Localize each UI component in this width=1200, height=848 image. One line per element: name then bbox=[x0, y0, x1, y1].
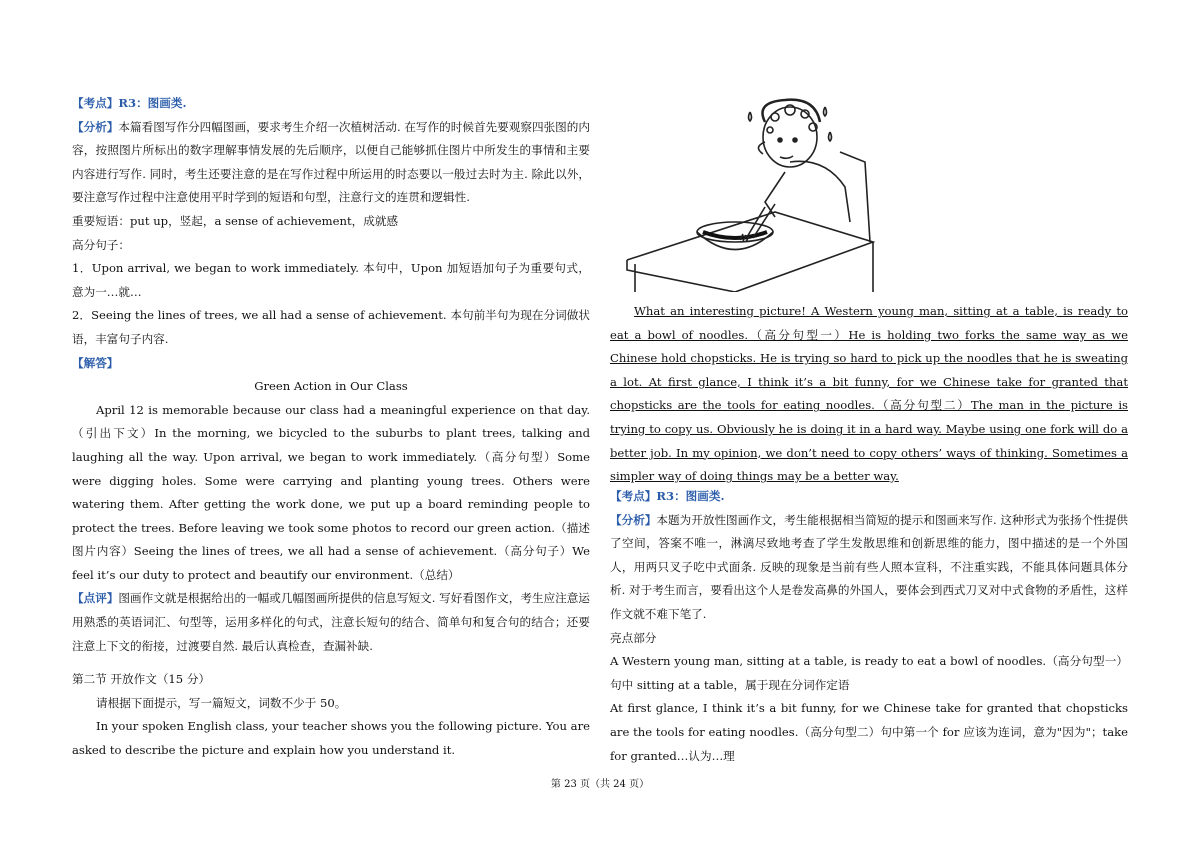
section-heading: 第二节 开放作文（15 分） bbox=[72, 672, 211, 687]
highlight-label: 亮点部分 bbox=[610, 630, 657, 645]
instruction: 请根据下面提示，写一篇短文，词数不少于 50。 bbox=[96, 695, 347, 710]
fenxi-text: 本篇看图写作分四幅图画，要求考生介绍一次植树活动. 在写作的时候首先要观察四张图的内容，按照图片所标出的数字理解事情发展的先后顺序，以便自己能够抓住图片中所发生的事情和主要内容进行写作. 同时，考生还要注意的是在写作过程中所运用的时态要以一般过去时为主. 除此以外，要注意写作过程中注意使用平时学到的短语和句型，注意行文的连贯和逻辑性. bbox=[72, 119, 590, 205]
kaodian-text: 【考点】R3：图画类. bbox=[72, 96, 187, 110]
page-footer: 第 23 页（共 24 页） bbox=[550, 779, 650, 790]
right-essay: What an interesting picture! A Western young man, sitting at a table, is ready to eat a bowl of noodles.（高分句型一）He is holding two forks the same way as we Chinese hold chopsticks. He is trying so hard to pick up the noodles that he is sweating a lot. At first glance, I think it’s a bit funny, for we Chinese take for granted that chopsticks are the tools for eating noodles.（高分句型二）The man in the picture is trying to copy us. Obviously he is doing it in a hard way. Maybe using one fork will do a better job. In my opinion, we don’t need to copy others’ ways of thinking. Sometimes a simpler way of doing things may be a better way. bbox=[610, 304, 1128, 484]
high-sentences-label: 高分句子： bbox=[72, 237, 130, 252]
right-kaodian-line bbox=[610, 485, 1128, 509]
dianping-tag: 【点评】 bbox=[72, 591, 119, 606]
right-fenxi-text: 本题为开放性图画作文，考生能根据相当简短的提示和图画来写作. 这种形式为张扬个性提供了空间，答案不唯一，淋漓尽致地考查了学生发散思维和创新思维的能力，图中描述的是一个外国人，用两只叉子吃中式面条. 反映的现象是当前有些人照本宣科，不注重实践，不能具体问题具体分析. 对于考生而言，要看出这个人是卷发高鼻的外国人，要体会到西式刀叉对中式食物的矛盾性，这样作文就不难下笔了. bbox=[610, 512, 1128, 621]
essay-title: Green Action in Our Class bbox=[254, 379, 408, 394]
phrases-line: 重要短语：put up，竖起，a sense of achievement，成就感 bbox=[72, 213, 399, 228]
right-analysis-block bbox=[610, 485, 1128, 768]
sentence-1: 1．Upon arrival, we began to work immediately. 本句中，Upon 加短语加句子为重要句式，意为一…就… bbox=[72, 261, 590, 299]
dianping-paragraph bbox=[72, 587, 590, 658]
man-eating-noodles-illustration bbox=[625, 92, 875, 292]
fenxi-paragraph bbox=[72, 116, 590, 210]
right-fenxi-paragraph bbox=[610, 509, 1128, 627]
highlight-1: A Western young man, sitting at a table, is ready to eat a bowl of noodles.（高分句型一）句中 sitting at a table，属于现在分词作定语 bbox=[610, 654, 1128, 692]
kaodian-line bbox=[72, 92, 590, 116]
dianping-text: 图画作文就是根据给出的一幅或几幅图画所提供的信息写短文. 写好看图作文，考生应注意运用熟悉的英语词汇、句型等，运用多样化的句式，注意长短句的结合、简单句和复合句的结合；还要注意上下文的衔接，过渡要自然. 最后认真检查，查漏补缺. bbox=[72, 591, 590, 653]
left-column bbox=[72, 92, 590, 763]
right-fenxi-tag: 【分析】 bbox=[610, 512, 657, 527]
right-essay-block bbox=[610, 300, 1128, 489]
highlight-2: At first glance, I think it’s a bit funny, for we Chinese take for granted that chopsticks are the tools for eating noodles.（高分句型二）句中第一个 for 应该为连词，意为"因为"；take for granted…认为…理 bbox=[610, 701, 1128, 763]
sentence-2: 2．Seeing the lines of trees, we all had a sense of achievement. 本句前半句为现在分词做状语，丰富句子内容. bbox=[72, 308, 590, 346]
essay-body: April 12 is memorable because our class had a meaningful experience on that day.（引出下文）In the morning, we bicycled to the suburbs to plant trees, talking and laughing all the way. Upon arrival, we began to work immediately.（高分句型）Some were digging holes. Some were carrying and planting young trees. Others were watering them. After getting the work done, we put up a board reminding people to protect the trees. Before leaving we took some photos to record our green action.（描述图片内容）Seeing the lines of trees, we all had a sense of achievement.（高分句子）We feel it’s our duty to protect and beautify our environment.（总结） bbox=[72, 402, 590, 582]
prompt-text: In your spoken English class, your teacher shows you the following picture. You are asked to describe the picture and explain how you understand it. bbox=[72, 719, 590, 758]
fenxi-tag: 【分析】 bbox=[72, 119, 119, 134]
right-kaodian-text: 【考点】R3：图画类. bbox=[610, 489, 725, 503]
jieda-label: 【解答】 bbox=[72, 355, 119, 370]
